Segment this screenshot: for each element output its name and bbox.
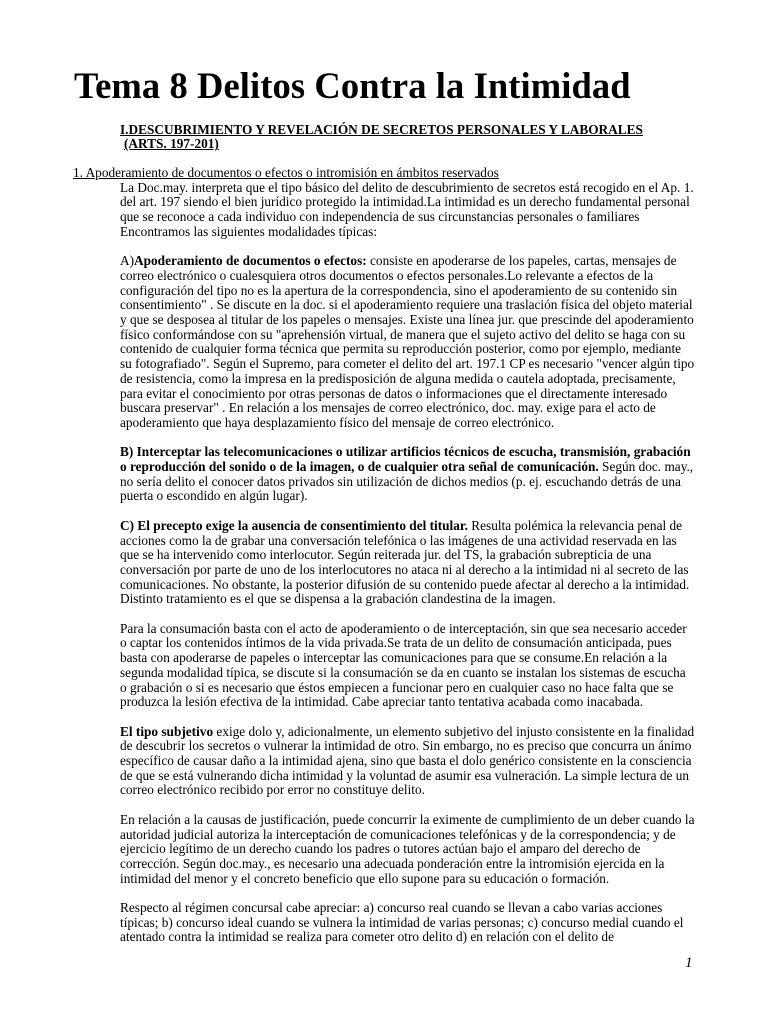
page-number: 1 [685,955,693,971]
paragraph-b-heading: B) Interceptar las telecomunicaciones o utilizar artificios técnicos de escucha, transmisión, grabación o reproducción del sonido o de la imagen, o de cualquier otra señal de comunicación. [120,444,691,475]
paragraph-concursal: Respecto al régimen concursal cabe apreciar: a) concurso real cuando se llevan a cabo varias acciones típicas; b) concurso ideal cuando se vulnera la intimidad de varias personas; c) concurso medial cuando el atentado contra la intimidad se realiza para cometer otro delito d) en relación con el delito de [120,900,684,945]
paragraph-a [73,254,695,430]
paragraph-b [73,445,695,504]
paragraph-a-prefix: A) [120,253,135,269]
paragraph-c-heading: C) El precepto exige la ausencia de consentimiento del titular. [120,517,468,533]
section-heading-line1: I.DESCUBRIMIENTO Y REVELACIÓN DE SECRETOS PERSONALES Y LABORALES [120,122,643,137]
document-body [73,166,695,945]
intro-paragraph: La Doc.may. interpreta que el tipo básico del delito de descubrimiento de secretos está recogido en el Ap. 1. del art. 197 siendo el bien jurídico protegido la intimidad.La intimidad es un derecho fundamental personal que se reconoce a cada individuo con independencia de sus circunstancias personales o familiares Encontramos las siguientes modalidades típicas: [120,179,694,239]
subheading: 1. Apoderamiento de documentos o efectos o intromisión en ámbitos reservados [73,165,499,180]
paragraph-c-text: Resulta polémica la relevancia penal de acciones como la de grabar una conversación telefónica o las imágenes de una actividad reservada en las que se ha intervenido como interlocutor. Según reiterada jur. del TS, la grabación subrepticia de una conversación por parte de uno de los interlocutores no ataca ni al derecho a la intimidad ni al secreto de las comunicaciones. No obstante, la posterior difusión de su contenido puede afectar al derecho a la intimidad. Distinto tratamiento es el que se dispensa a la grabación clandestina de la imagen. [120,517,690,607]
paragraph-tipo-subjetivo [73,725,695,799]
paragraph-subjetivo-text: exige dolo y, adicionalmente, un elemento subjetivo del injusto consistente en la finalidad de descubrir los secretos o vulnerar la intimidad de otro. Sin embargo, no es preciso que concurra un ánimo específico de causar daño a la intimidad ajena, sino que basta el dolo genérico consistente en la consciencia de que se está vulnerando dicha intimidad y la voluntad de asumir esa vulneración. La simple lectura de un correo electrónico recibido por error no constituye delito. [120,723,695,798]
section-heading [120,123,720,152]
document-title: Tema 8 Delitos Contra la Intimidad [74,65,631,106]
paragraph-consumacion: Para la consumación basta con el acto de apoderamiento o de interceptación, sin que sea necesario acceder o captar los contenidos íntimos de la vida privada.Se trata de un delito de consumación anticipada, pues basta con apoderarse de papeles o interceptar las comunicaciones para que se consume.En relación a la segunda modalidad típica, se discute si la consumación se da en cuanto se instalan los sistemas de escucha o grabación o si es necesario que éstos empiecen a funcionar pero en cualquier caso no hace falta que se produzca la lesión efectiva de la intimidad. Cabe apreciar tanto tentativa acabada como inacabada. [120,620,687,710]
paragraph-subjetivo-heading: El tipo subjetivo [120,723,214,739]
paragraph-a-heading: Apoderamiento de documentos o efectos: [134,253,367,269]
section-heading-line2: (ARTS. 197-201) [124,136,219,152]
paragraph-b-text: Según doc. may., no sería delito el conocer datos privados sin utilización de dichos medios (p. ej. escuchando detrás de una puerta o escondido en algún lugar). [120,459,694,504]
paragraph-a-text: consiste en apoderarse de los papeles, cartas, mensajes de correo electrónico o cualesquiera otros documentos o efectos personales.Lo relevante a efectos de la configuración del tipo no es la apertura de la correspondencia, sino el apoderamiento de su contenido sin consentimiento" . Se discute en la doc. si el apoderamiento requiere una traslación física del objeto material y que se desposea al titular de los papeles o mensajes. Existe una línea jur. que prescinde del apoderamiento físico conformándose con su "aprehensión virtual, de manera que el sujeto activo del delito se haga con su contenido de cualquier forma técnica que permita su reproducción posterior, como por ejemplo, mediante su fotografiado". Según el Supremo, para cometer el delito del art. 197.1 CP es necesario "vencer algún tipo de resistencia, como la impresa en la predisposición de alguna medida o cautela adoptada, precisamente, para evitar el conocimiento por otras personas de datos o informaciones que el directamente interesado buscara preservar" . En relación a los mensajes de correo electrónico, doc. may. exige para el acto de apoderamiento que haya desplazamiento físico del mensaje de correo electrónico. [120,253,695,430]
paragraph-justificacion: En relación a la causas de justificación, puede concurrir la eximente de cumplimiento de un deber cuando la autoridad judicial autoriza la interceptación de comunicaciones telefónicas y de la correspondencia; y de ejercicio legítimo de un derecho cuando los padres o tutores actúan bajo el amparo del derecho de corrección. Según doc.may., es necesario una adecuada ponderación entre la intromisión ejercida en la intimidad del menor y el concreto beneficio que ello supone para su educación o formación. [120,811,695,886]
paragraph-c [73,519,695,607]
